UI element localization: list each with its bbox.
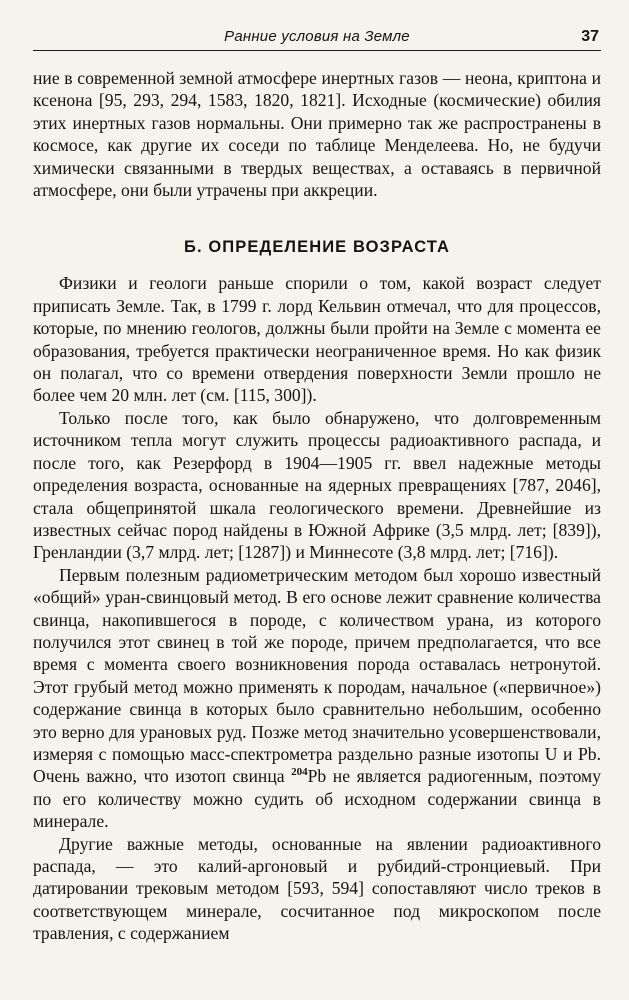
paragraph-uranium-lead-text-b: Pb не является радиогенным, поэтому по его количеству можно судить об исходном содержании свинца в минерале. [33, 766, 601, 832]
page-number: 37 [581, 28, 599, 45]
paragraph-other-methods: Другие важные методы, основанные на явлении радиоактивного распада, — это калий-аргоновый и рубидий-стронциевый. При датировании трековым методом [593, 594] сопоставляют число треков в соответствующем минерале, сосчитанное под микроскопом после травления, с содержанием [33, 833, 601, 944]
body-text [33, 67, 601, 945]
isotope-superscript: 204 [291, 766, 308, 779]
running-title: Ранние условия на Земле [224, 28, 410, 45]
paragraph-uranium-lead-text-a: Первым полезным радиометрическим методом был хорошо известный «общий» уран-свинцовый метод. В его основе лежит сравнение количества свинца, накопившегося в породе, с количеством урана, из которого получился этот свинец в той же породе, причем предполагается, что все время с момента своего возникновения порода оставалась нетронутой. Этот грубый метод можно применять к породам, начальное («первичное») содержание свинца в которых было сравнительно небольшим, особенно это верно для урановых руд. Позже метод значительно усовершенствовали, измеряя с помощью масс-спектрометра раздельно разные изотопы U и Pb. Очень важно, что изотоп свинца [33, 564, 601, 787]
running-header [33, 26, 601, 51]
paragraph-continued: ние в современной земной атмосфере инертных газов — неона, криптона и ксенона [95, 293, 294, 1583, 1820, 1821]. Исходные (космические) обилия этих инертных газов нормальны. Они примерно так же распространены в космосе, как другие их соседи по таблице Менделеева. Но, не будучи химически связанными в твердых веществах, а оставаясь в первичной атмосфере, они были утрачены при аккреции. [33, 68, 601, 201]
section-heading: Б. ОПРЕДЕЛЕНИЕ ВОЗРАСТА [184, 238, 450, 257]
paragraph-uranium-lead [33, 564, 601, 833]
paragraph-rutherford: Только после того, как было обнаружено, что долговременным источником тепла могут служить процессы радиоактивного распада, и после того, как Резерфорд в 1904—1905 гг. ввел надежные методы определения возраста, основанные на ядерных превращениях [787, 2046], стала общепринятой шкала геологического времени. Древнейшие из известных сейчас пород найдены в Южной Африке (3,5 млрд. лет; [839]), Гренландии (3,7 млрд. лет; [1287]) и Миннесоте (3,8 млрд. лет; [716]). [33, 407, 601, 563]
paragraph-kelvin: Физики и геологи раньше спорили о том, какой возраст следует приписать Земле. Так, в 1799 г. лорд Кельвин отмечал, что для процессов, которые, по мнению геологов, должны были пройти на Земле с момента ее образования, требуется практически неограниченное время. Но как физик он полагал, что со времени отвердения поверхности Земли прошло не более чем 20 млн. лет (см. [115, 300]). [33, 273, 601, 406]
